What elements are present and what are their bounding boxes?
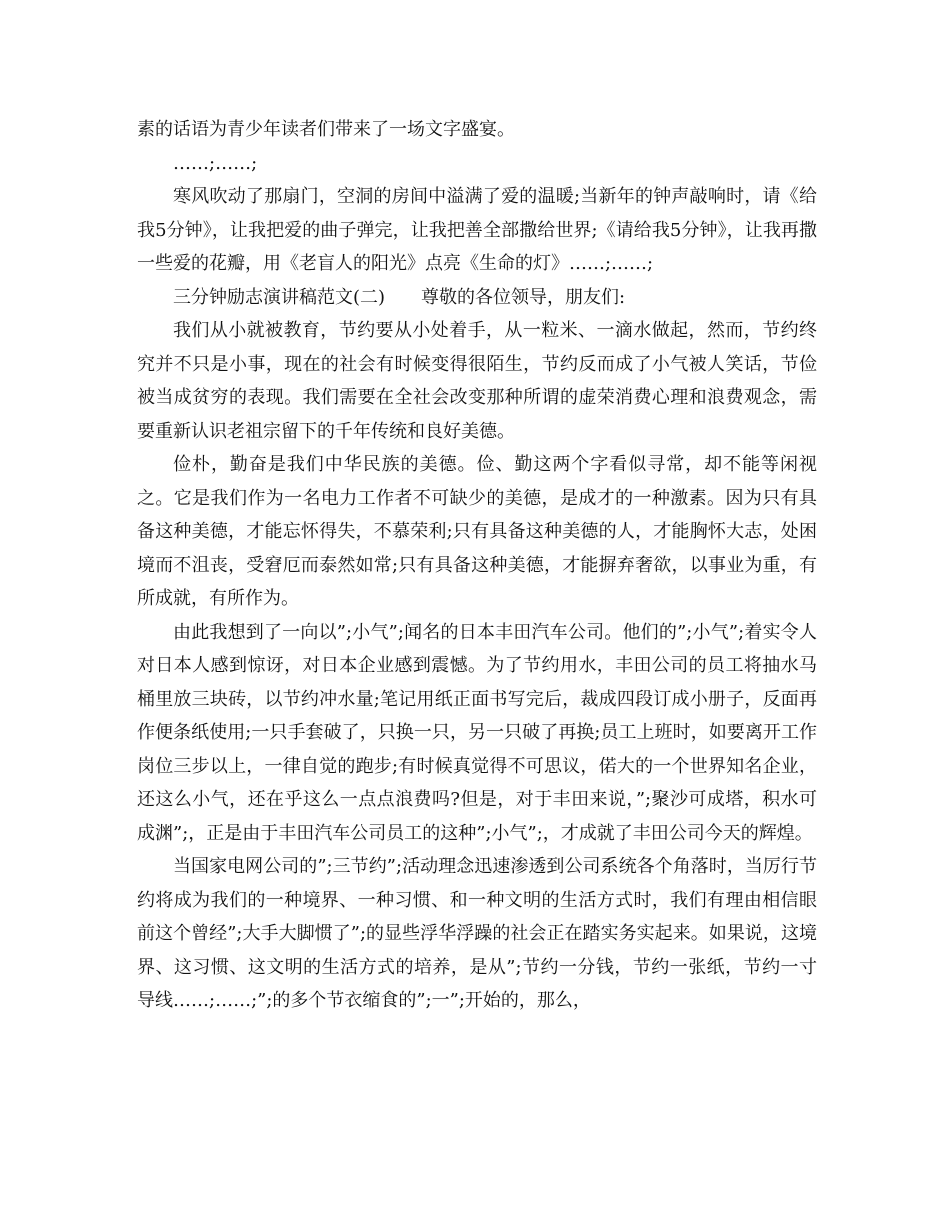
- section-heading: 三分钟励志演讲稿范文(二) 尊敬的各位领导，朋友们:: [173, 286, 626, 308]
- paragraph: 寒风吹动了那扇门，空洞的房间中溢满了爱的温暖;当新年的钟声敲响时，请《给我5分钟》，让我把爱的曲子弹完，让我把善全部撒给世界;《请给我5分钟》，让我再撒一些爱的花瓣，用《老盲人的阳光》点亮《生命的灯》……;……;: [137, 186, 817, 274]
- paragraph: 由此我想到了一向以”;小气”;闻名的日本丰田汽车公司。他们的”;小气”;着实令人对日本人感到惊讶，对日本企业感到震憾。为了节约用水，丰田公司的员工将抽水马桶里放三块砖，以节约冲水量;笔记用纸正面书写完后，裁成四段订成小册子，反面再作便条纸使用;一只手套破了，只换一只，另一只破了再换;员工上班时，如要离开工作岗位三步以上，一律自觉的跑步;有时候真觉得不可思议，偌大的一个世界知名企业，还这么小气，还在乎这么一点点浪费吗?但是，对于丰田来说，”;聚沙可成塔，积水可成渊”;，正是由于丰田汽车公司员工的这种”;小气”;，才成就了丰田公司今天的辉煌。: [137, 621, 817, 844]
- paragraph-ellipsis: ……;……;: [173, 152, 258, 174]
- document-body: [137, 113, 817, 1018]
- paragraph: 我们从小就被教育，节约要从小处着手，从一粒米、一滴水做起，然而，节约终究并不只是小事，现在的社会有时候变得很陌生，节约反而成了小气被人笑话，节俭被当成贫穷的表现。我们需要在全社会改变那种所谓的虚荣消费心理和浪费观念，需要重新认识老祖宗留下的千年传统和良好美德。: [137, 320, 817, 442]
- paragraph: 当国家电网公司的”;三节约”;活动理念迅速渗透到公司系统各个角落时，当厉行节约将成为我们的一种境界、一种习惯、和一种文明的生活方式时，我们有理由相信眼前这个曾经”;大手大脚惯了”;的显些浮华浮躁的社会正在踏实务实起来。如果说，这境界、这习惯、这文明的生活方式的培养，是从”;节约一分钱，节约一张纸，节约一寸导线……;……;”;的多个节衣缩食的”;一”;开始的，那么，: [137, 856, 817, 1011]
- paragraph-continuation: 素的话语为青少年读者们带来了一场文字盛宴。: [137, 119, 515, 140]
- paragraph: 俭朴，勤奋是我们中华民族的美德。俭、勤这两个字看似寻常，却不能等闲视之。它是我们作为一名电力工作者不可缺少的美德，是成才的一种激素。因为只有具备这种美德，才能忘怀得失，不慕荣利;只有具备这种美德的人，才能胸怀大志，处困境而不沮丧，受窘厄而泰然如常;只有具备这种美德，才能摒弃奢欲，以事业为重，有所成就，有所作为。: [137, 454, 817, 609]
